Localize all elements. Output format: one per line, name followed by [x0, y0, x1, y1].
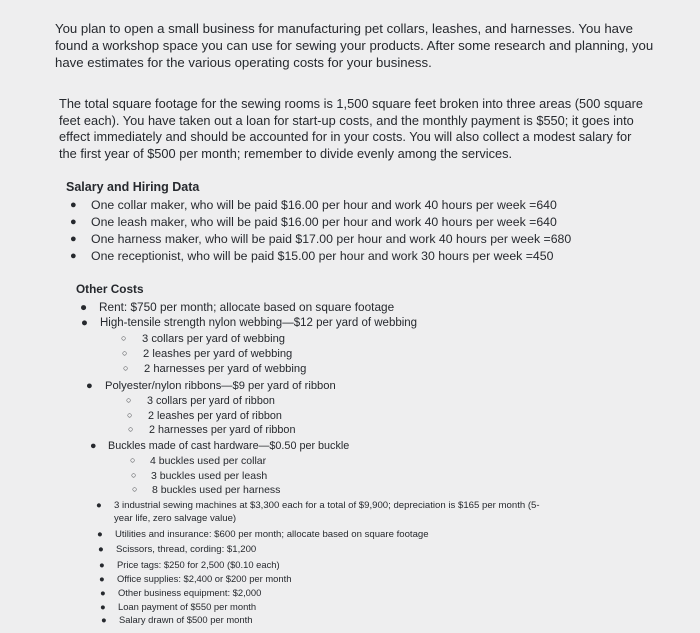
square-footage-paragraph: The total square footage for the sewing rooms is 1,500 square feet broken into three areas (500 square feet each). You have taken out a loan for start-up costs, and the monthly payment is $550; it goes into effect immediately and should be accounted for in your costs. You will also collect a modest salary for the first year of $500 per month; remember to divide evenly among the services.: [59, 96, 644, 161]
document-page: You plan to open a small business for manufacturing pet collars, leashes, and harnesses. You have found a workshop space you can use for sewing your products. After some research and planning, you have estimates for the various operating costs for your business. The total square footage for the sewing rooms is 1,500 square feet broken into three areas (500 square feet each). You have taken out a loan for start-up costs, and the monthly payment is $550; it goes into effect immediately and should be accounted for in your costs. You will also collect a modest salary for the first year of $500 per month; remember to divide evenly among the services. Salary and Hiring Data ● One collar maker, who will be paid $16.00 per hour and work 40 hours per week =640 ● One leash maker, who will be paid $16.00 per hour and work 40 hours per week =640 ● One harness maker, who will be paid $17.00 per hour and work 40 hours per week =680 ● One receptionist, who will be paid $15.00 per hour and work 30 hours per week =450 Other Costs ● Rent: $750 per month; allocate based on square footage ● High-tensile strength nylon webbing—$12 per yard of webbing ○ 3 collars per yard of webbing ○ 2 leashes per yard of webbing ○ 2 harnesses per yard of webbing ● Polyester/nylon ribbons—$9 per yard of ribbon ○ 3 collars per yard of ribbon ○ 2 leashes per yard of ribbon ○ 2 harnesses per yard of ribbon ● Buckles made of cast hardware—$0.50 per buckle ○ 4 buckles used per collar ○ 3 buckles used per leash ○ 8 buckles used per harness ● 3 industrial sewing machines at $3,300 each for a total of $9,900; depreciation is $165 per month (5- year life, zero salvage value) ● Utilities and insurance: $600 per month; allocate based on square footage ● Scissors, thread, cording: $1,200 ● Price tags: $250 for 2,500 ($0.10 each) ● Office supplies: $2,400 or $200 per month ● Other business equipment: $2,000 ● Loan payment of $550 per month ● Salary drawn of $500 per month: [0, 0, 700, 633]
other-costs-heading: Other Costs: [76, 282, 144, 296]
intro-paragraph: You plan to open a small business for manufacturing pet collars, leashes, and harnesses. You have found a workshop space you can use for sewing your products. After some research and planning, you have estimates for the various operating costs for your business.: [55, 21, 654, 70]
salary-heading: Salary and Hiring Data: [66, 180, 200, 194]
